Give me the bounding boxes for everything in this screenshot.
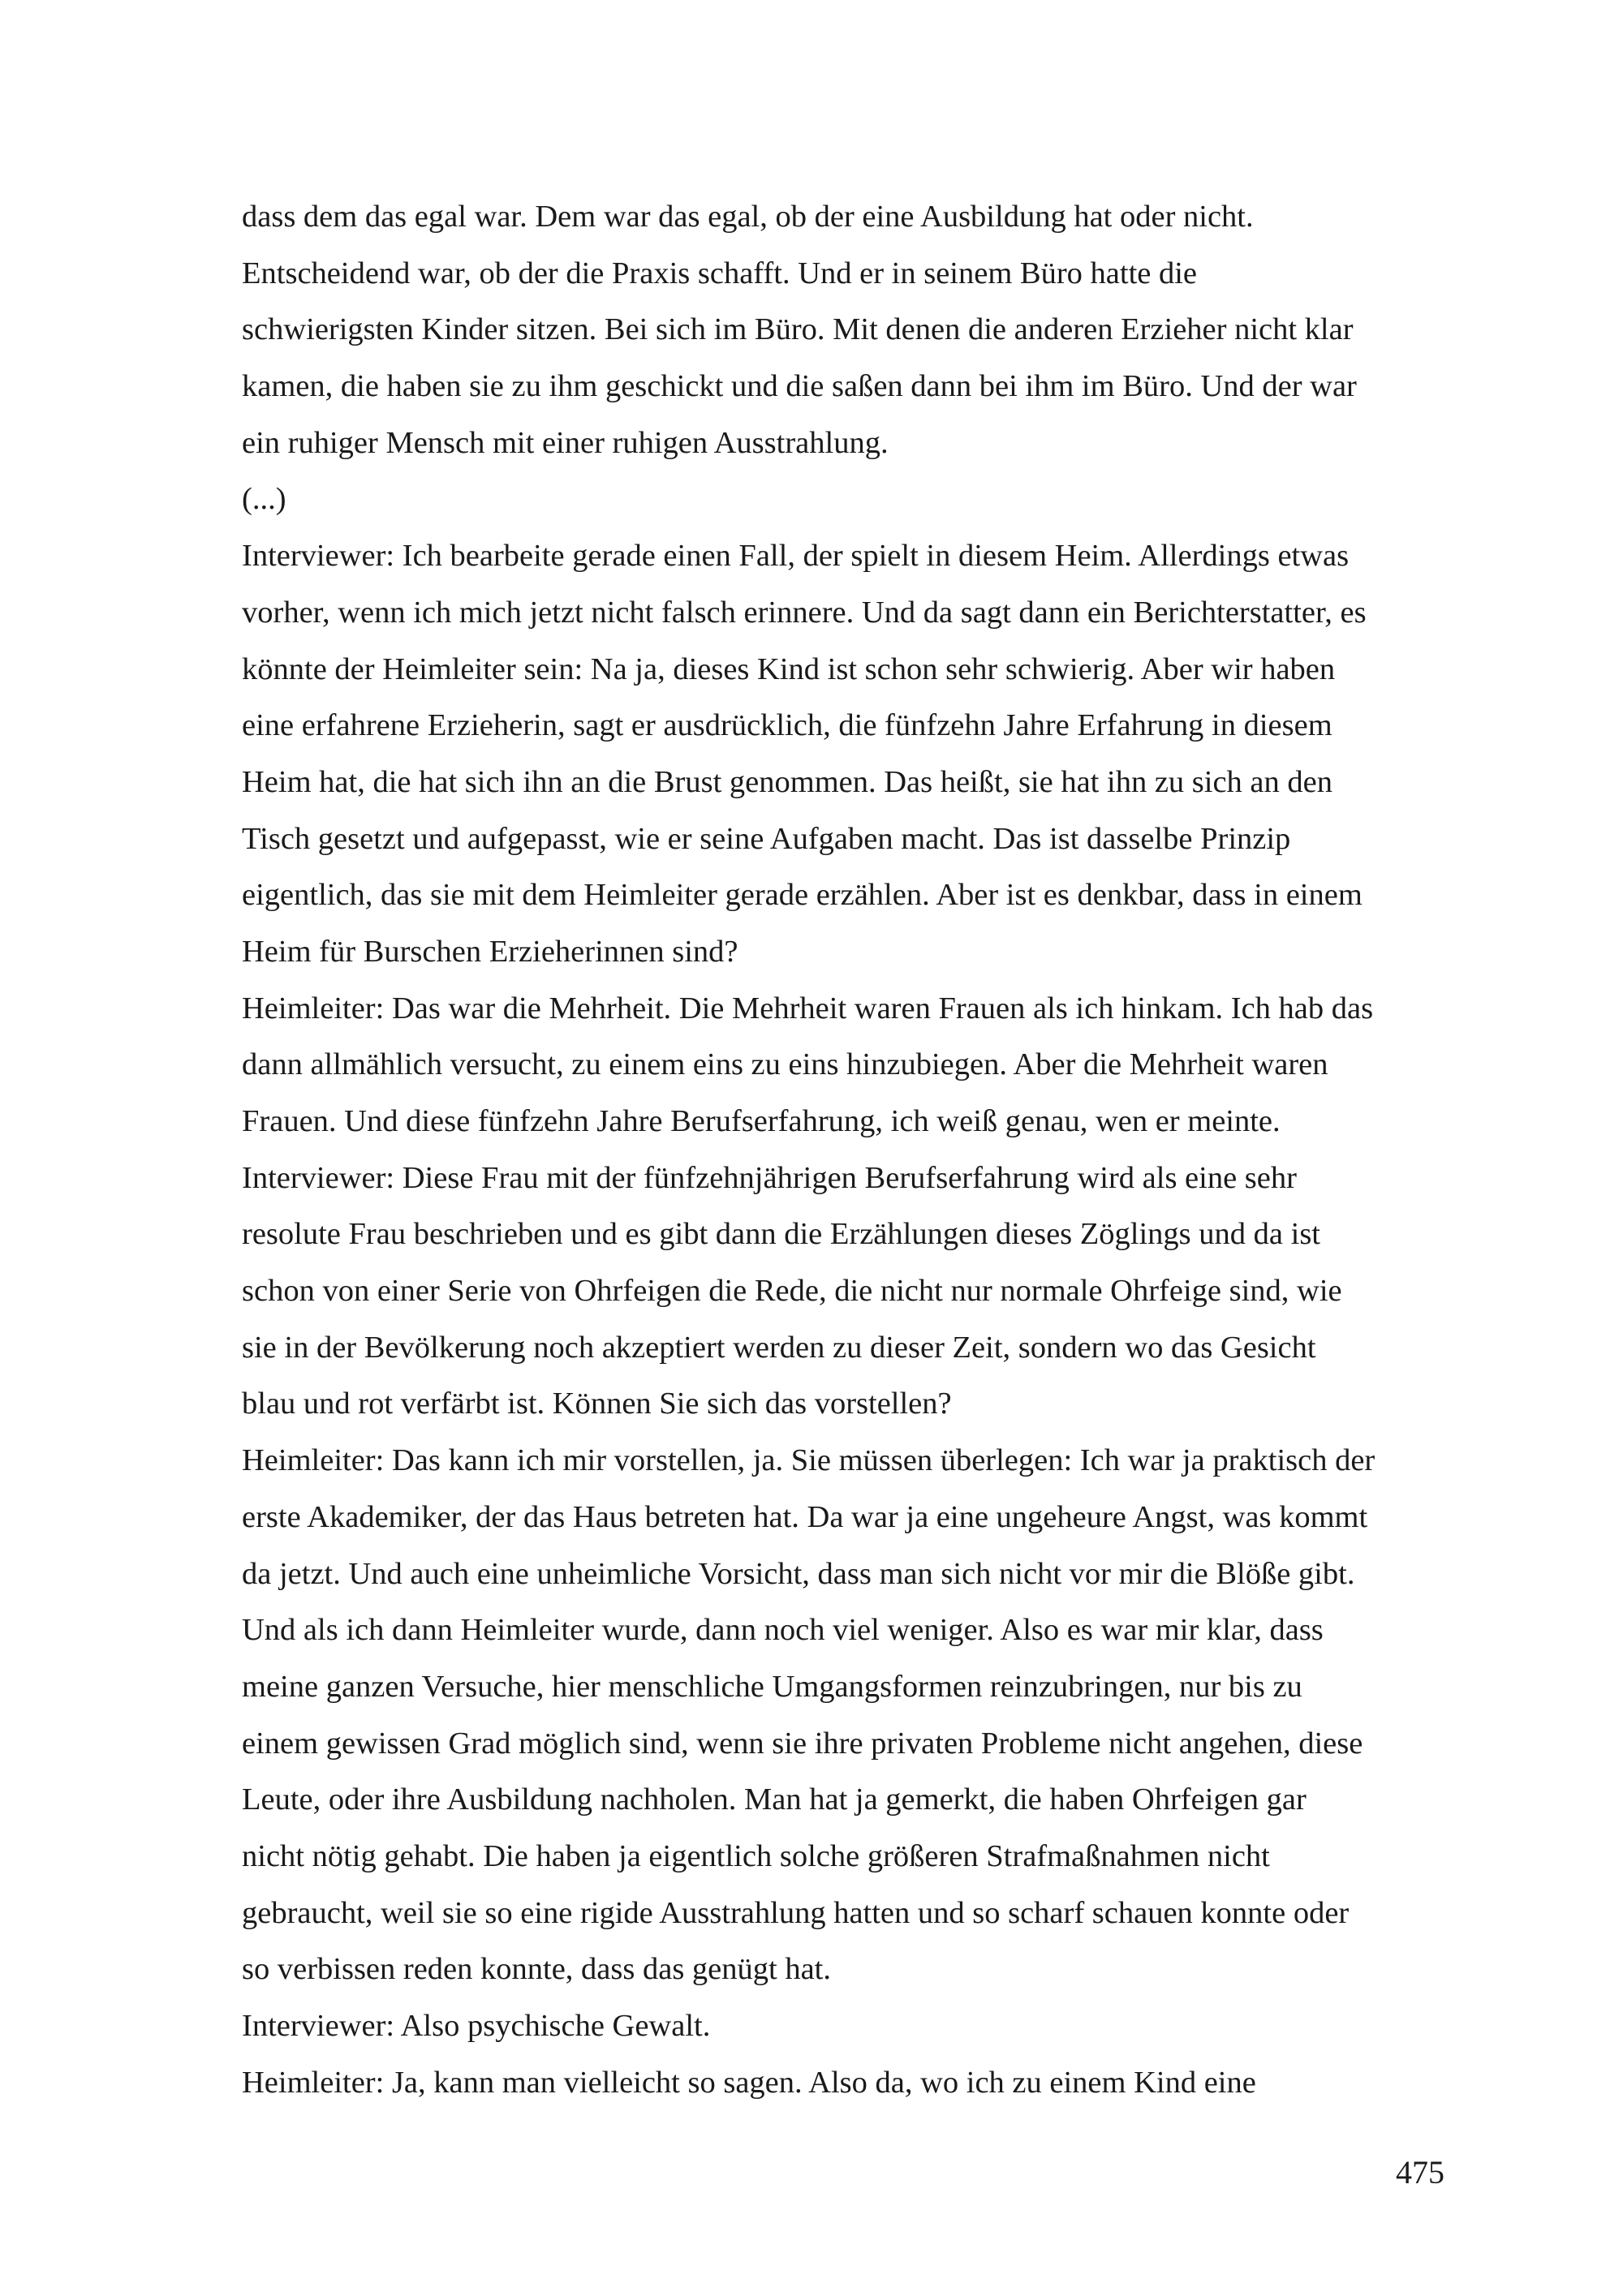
text-line: so verbissen reden konnte, dass das genügt hat. [242,1952,831,1987]
interview-transcript [242,189,1443,2111]
text-line: Leute, oder ihre Ausbildung nachholen. Man hat ja gemerkt, die haben Ohrfeigen gar [242,1782,1307,1817]
text-line: Heim für Burschen Erzieherinnen sind? [242,934,738,969]
text-line: Interviewer: Also psychische Gewalt. [242,2009,711,2043]
text-line: eigentlich, das sie mit dem Heimleiter gerade erzählen. Aber ist es denkbar, dass in einem [242,878,1363,913]
text-line: Tisch gesetzt und aufgepasst, wie er seine Aufgaben macht. Das ist dasselbe Prinzip [242,821,1291,856]
text-line: Heim hat, die hat sich ihn an die Brust genommen. Das heißt, sie hat ihn zu sich an den [242,764,1332,799]
text-line: meine ganzen Versuche, hier menschliche Umgangsformen reinzubringen, nur bis zu [242,1669,1302,1704]
text-line: blau und rot verfärbt ist. Können Sie sich das vorstellen? [242,1387,952,1421]
text-line: Heimleiter: Das war die Mehrheit. Die Mehrheit waren Frauen als ich hinkam. Ich hab das [242,991,1374,1025]
text-line: Heimleiter: Ja, kann man vielleicht so sagen. Also da, wo ich zu einem Kind eine [242,2065,1256,2100]
text-line: kamen, die haben sie zu ihm geschickt und die saßen dann bei ihm im Büro. Und der war [242,369,1357,404]
text-line: ein ruhiger Mensch mit einer ruhigen Ausstrahlung. [242,425,889,460]
text-line: dass dem das egal war. Dem war das egal, ob der eine Ausbildung hat oder nicht. [242,200,1254,234]
text-line: resolute Frau beschrieben und es gibt dann die Erzählungen dieses Zöglings und da ist [242,1217,1321,1252]
text-line: Interviewer: Diese Frau mit der fünfzehnjährigen Berufserfahrung wird als eine sehr [242,1160,1297,1195]
text-line: vorher, wenn ich mich jetzt nicht falsch erinnere. Und da sagt dann ein Berichterstatter, es [242,595,1367,630]
text-line: gebraucht, weil sie so eine rigide Ausstrahlung hatten und so scharf schauen konnte oder [242,1895,1350,1930]
text-line: dann allmählich versucht, zu einem eins zu eins hinzubiegen. Aber die Mehrheit waren [242,1047,1328,1082]
text-line: könnte der Heimleiter sein: Na ja, dieses Kind ist schon sehr schwierig. Aber wir haben [242,651,1336,686]
text-line: (...) [242,482,286,517]
text-line: Und als ich dann Heimleiter wurde, dann noch viel weniger. Also es war mir klar, dass [242,1613,1324,1648]
text-line: nicht nötig gehabt. Die haben ja eigentlich solche größeren Strafmaßnahmen nicht [242,1838,1270,1873]
text-line: erste Akademiker, der das Haus betreten hat. Da war ja eine ungeheure Angst, was kommt [242,1499,1368,1534]
text-line: einem gewissen Grad möglich sind, wenn sie ihre privaten Probleme nicht angehen, diese [242,1726,1363,1761]
text-line: Heimleiter: Das kann ich mir vorstellen, ja. Sie müssen überlegen: Ich war ja praktisch der [242,1443,1375,1478]
text-line: sie in der Bevölkerung noch akzeptiert werden zu dieser Zeit, sondern wo das Gesicht [242,1330,1316,1365]
text-line: eine erfahrene Erzieherin, sagt er ausdrücklich, die fünfzehn Jahre Erfahrung in diesem [242,708,1332,743]
text-line: schwierigsten Kinder sitzen. Bei sich im Büro. Mit denen die anderen Erzieher nicht klar [242,312,1354,347]
text-line: Frauen. Und diese fünfzehn Jahre Berufserfahrung, ich weiß genau, wen er meinte. [242,1104,1281,1138]
text-line: Entscheidend war, ob der die Praxis schafft. Und er in seinem Büro hatte die [242,256,1198,290]
text-line: schon von einer Serie von Ohrfeigen die Rede, die nicht nur normale Ohrfeige sind, wie [242,1274,1342,1309]
text-line: Interviewer: Ich bearbeite gerade einen Fall, der spielt in diesem Heim. Allerdings etwas [242,539,1350,574]
text-line: da jetzt. Und auch eine unheimliche Vorsicht, dass man sich nicht vor mir die Blöße gibt. [242,1556,1355,1591]
page-number: 475 [1396,2154,1444,2191]
